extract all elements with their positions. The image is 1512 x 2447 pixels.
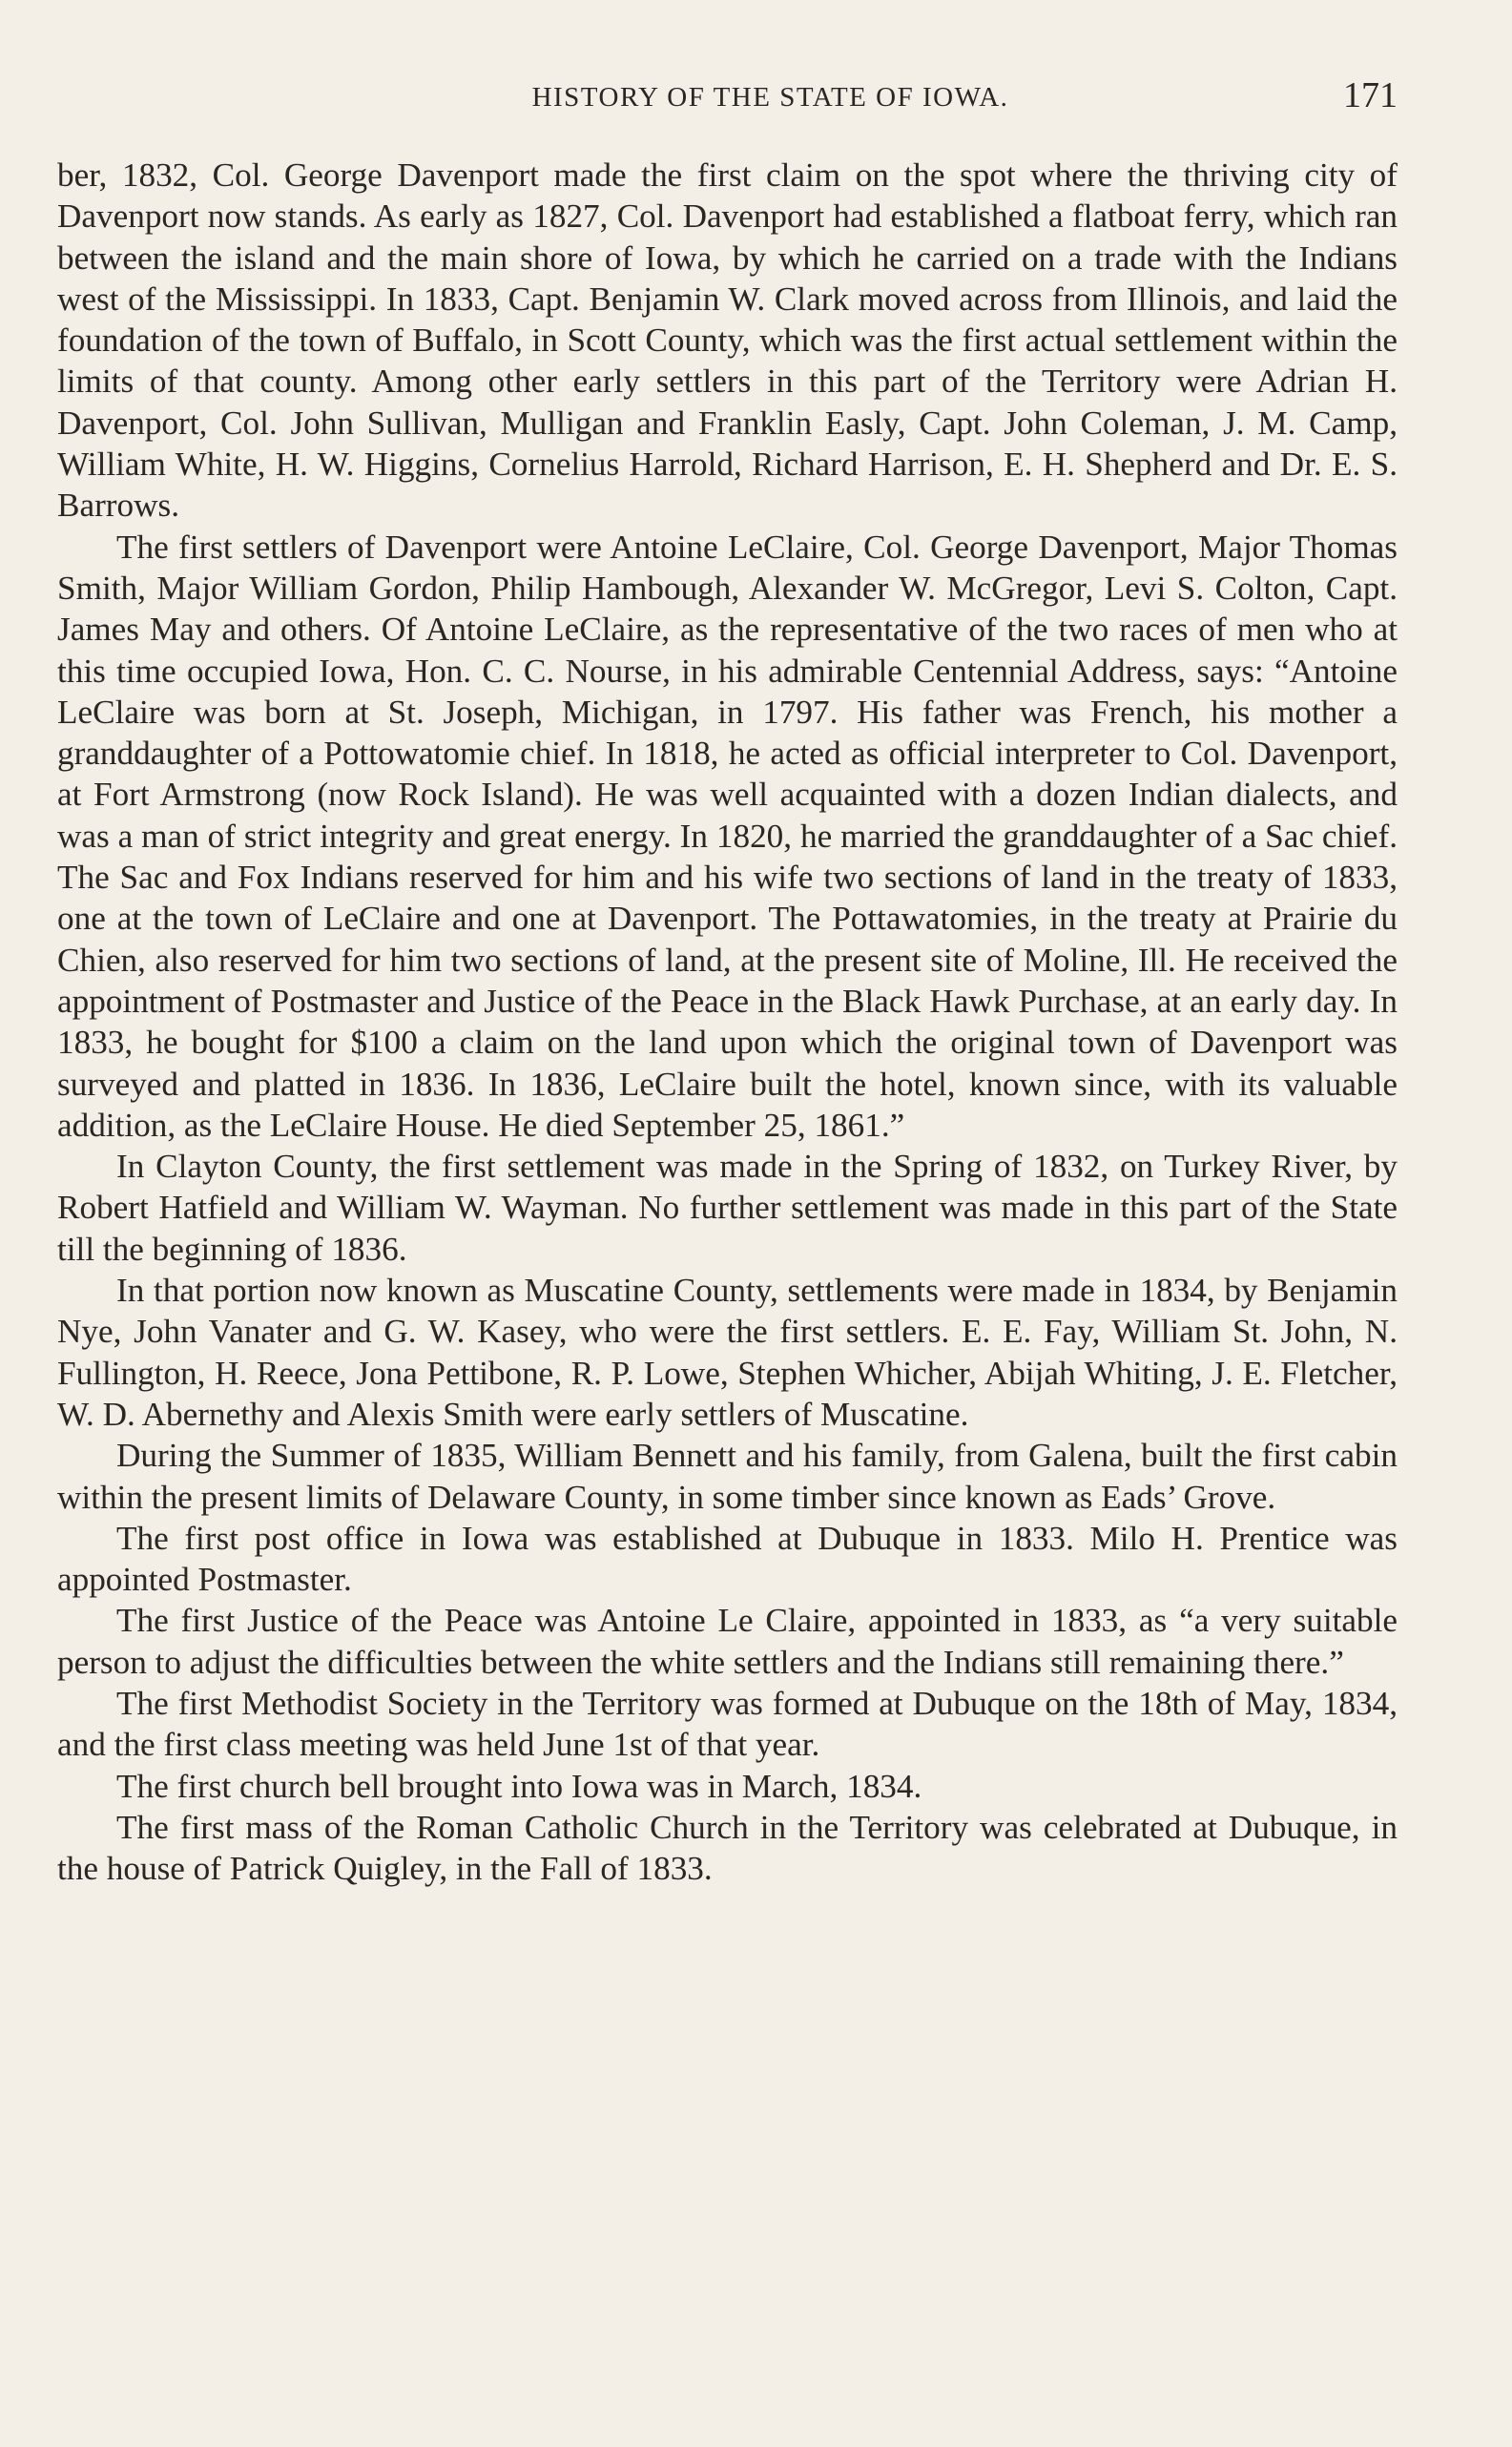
page-number: 171: [1343, 75, 1398, 115]
paragraph-first-post-office: The first post office in Iowa was established at Dubuque in 1833. Milo H. Prentice was appointed Postmaster.: [57, 1519, 1398, 1599]
paragraph-church-bell: The first church bell brought into Iowa was in March, 1834.: [116, 1767, 922, 1805]
paragraph-continuation: ber, 1832, Col. George Davenport made the first claim on the spot where the thriving city of Davenport now stands. As early as 1827, Col. Davenport had established a flatboat ferry, which ran between the island and the main shore of Iowa, by which he carried on a trade with the Indians west of the Mississippi. In 1833, Capt. Benjamin W. Clark moved across from Illinois, and laid the foundation of the town of Buffalo, in Scott County, which was the first actual settlement within the limits of that county. Among other early settlers in this part of the Territory were Adrian H. Davenport, Col. John Sullivan, Mulligan and Franklin Easly, Capt. John Coleman, J. M. Camp, William White, H. W. Higgins, Cornelius Harrold, Richard Harrison, E. H. Shepherd and Dr. E. S. Barrows.: [57, 156, 1398, 525]
running-title: HISTORY OF THE STATE OF IOWA.: [531, 82, 1009, 113]
paragraph-muscatine-county: In that portion now known as Muscatine County, settlements were made in 1834, by Benjamin Nye, John Vanater and G. W. Kasey, who were the first settlers. E. E. Fay, William St. John, N. Fullington, H. Reece, Jona Pettibone, R. P. Lowe, Stephen Whicher, Abijah Whiting, J. E. Fletcher, W. D. Abernethy and Alexis Smith were early settlers of Muscatine.: [57, 1272, 1398, 1433]
running-head: [57, 74, 1398, 120]
paragraph-first-mass: The first mass of the Roman Catholic Church in the Territory was celebrated at Dubuque, in the house of Patrick Quigley, in the Fall of 1833.: [57, 1808, 1398, 1888]
paragraph-methodist-society: The first Methodist Society in the Territory was formed at Dubuque on the 18th of May, 1834, and the first class meeting was held June 1st of that year.: [57, 1684, 1398, 1764]
paragraph-clayton-county: In Clayton County, the first settlement was made in the Spring of 1832, on Turkey River, by Robert Hatfield and William W. Wayman. No further settlement was made in this part of the State till the beginning of 1836.: [57, 1148, 1398, 1268]
paragraph-delaware-county: During the Summer of 1835, William Bennett and his family, from Galena, built the first cabin within the present limits of Delaware County, in some timber since known as Eads’ Grove.: [57, 1437, 1398, 1516]
paragraph-first-justice: The first Justice of the Peace was Antoine Le Claire, appointed in 1833, as “a very suitable person to adjust the difficulties between the white settlers and the Indians still remaining there.”: [57, 1602, 1398, 1681]
body-text: [57, 155, 1398, 1889]
paragraph-davenport-settlers: The first settlers of Davenport were Antoine LeClaire, Col. George Davenport, Major Thomas Smith, Major William Gordon, Philip Hambough, Alexander W. McGregor, Levi S. Colton, Capt. James May and others. Of Antoine LeClaire, as the representative of the two races of men who at this time occupied Iowa, Hon. C. C. Nourse, in his admirable Centennial Address, says: “Antoine LeClaire was born at St. Joseph, Michigan, in 1797. His father was French, his mother a granddaughter of a Pottowatomie chief. In 1818, he acted as official interpreter to Col. Davenport, at Fort Armstrong (now Rock Island). He was well acquainted with a dozen Indian dialects, and was a man of strict integrity and great energy. In 1820, he married the granddaughter of a Sac chief. The Sac and Fox Indians reserved for him and his wife two sections of land in the treaty of 1833, one at the town of LeClaire and one at Davenport. The Pottawatomies, in the treaty at Prairie du Chien, also reserved for him two sections of land, at the present site of Moline, Ill. He received the appointment of Postmaster and Justice of the Peace in the Black Hawk Purchase, at an early day. In 1833, he bought for $100 a claim on the land upon which the original town of Davenport was surveyed and platted in 1836. In 1836, LeClaire built the hotel, known since, with its valuable addition, as the LeClaire House. He died September 25, 1861.”: [57, 528, 1398, 1144]
